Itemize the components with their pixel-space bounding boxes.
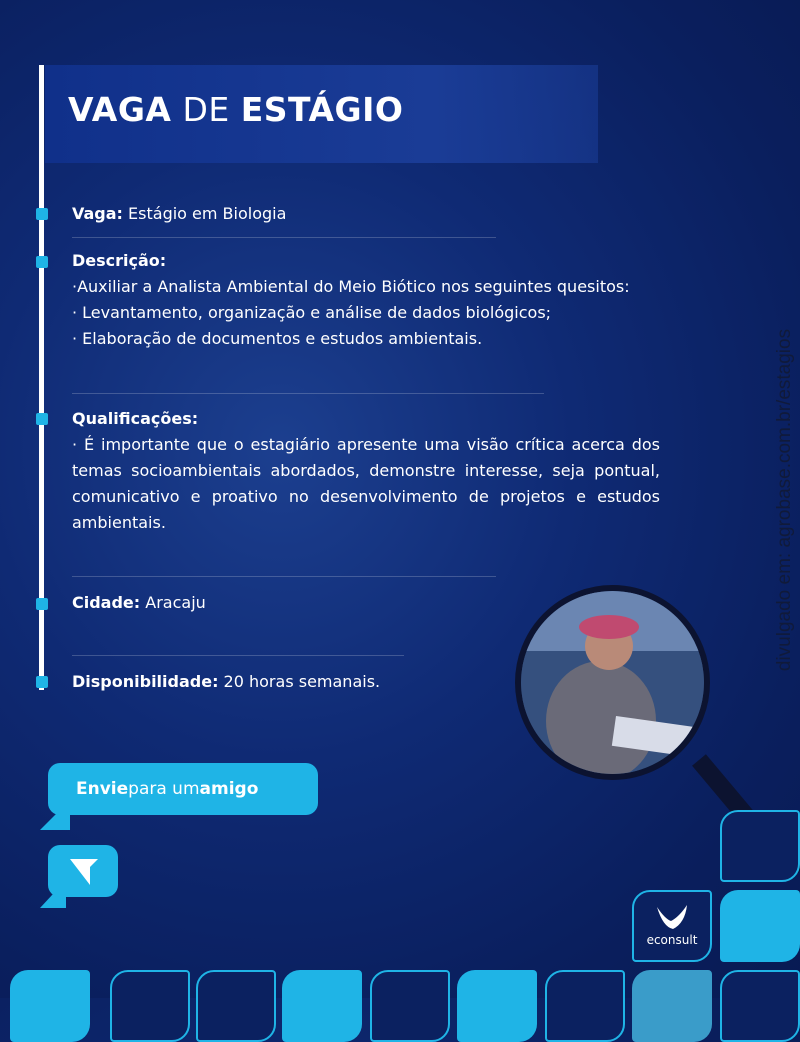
econsult-logo: econsult [646,933,698,947]
page-title: VAGA DE ESTÁGIO [68,90,404,129]
bullet-disponibilidade [36,676,48,688]
bullet-qualificacoes [36,413,48,425]
deco-tile [457,970,537,1042]
deco-tile [545,970,625,1042]
send-button[interactable] [48,845,118,897]
deco-tile [110,970,190,1042]
divider [72,576,496,577]
source-credit: divulgado em: agrobase.com.br/estagios [774,328,795,672]
cidade-section: Cidade: Aracaju [72,593,206,612]
divider [72,655,404,656]
deco-tile [720,810,800,882]
deco-tile [282,970,362,1042]
intern-photo [521,591,704,774]
disponibilidade-section: Disponibilidade: 20 horas semanais. [72,672,381,691]
photo-magnifier [515,585,710,780]
timeline-line [39,65,44,690]
deco-tile [10,970,90,1042]
bullet-cidade [36,598,48,610]
logo-tile [632,890,712,962]
descricao-section: Descrição: ·Auxiliar a Analista Ambiental do Meio Biótico nos seguintes quesitos: · Levantamento, organização e análise de dados biológicos; · Elaboração de documentos e estudos ambientais. [72,251,630,348]
divider [72,393,544,394]
deco-tile [196,970,276,1042]
divider [72,237,496,238]
deco-tile [370,970,450,1042]
deco-tile [632,970,712,1042]
send-arrow-icon [48,845,118,897]
qualificacoes-section: Qualificações: · É importante que o estagiário apresente uma visão crítica acerca dos temas socioambientais abordados, demonstre interesse, seja pontual, comunicativo e proativo no desenvolvimento de projetos e estudos ambientais. [72,409,660,532]
bird-logo-icon [655,905,689,933]
deco-tile [720,970,800,1042]
bullet-descricao [36,256,48,268]
deco-tile [720,890,800,962]
share-button[interactable]: Envie para um amigo [48,763,318,815]
bullet-vaga [36,208,48,220]
vaga-section: Vaga: Estágio em Biologia [72,204,287,223]
